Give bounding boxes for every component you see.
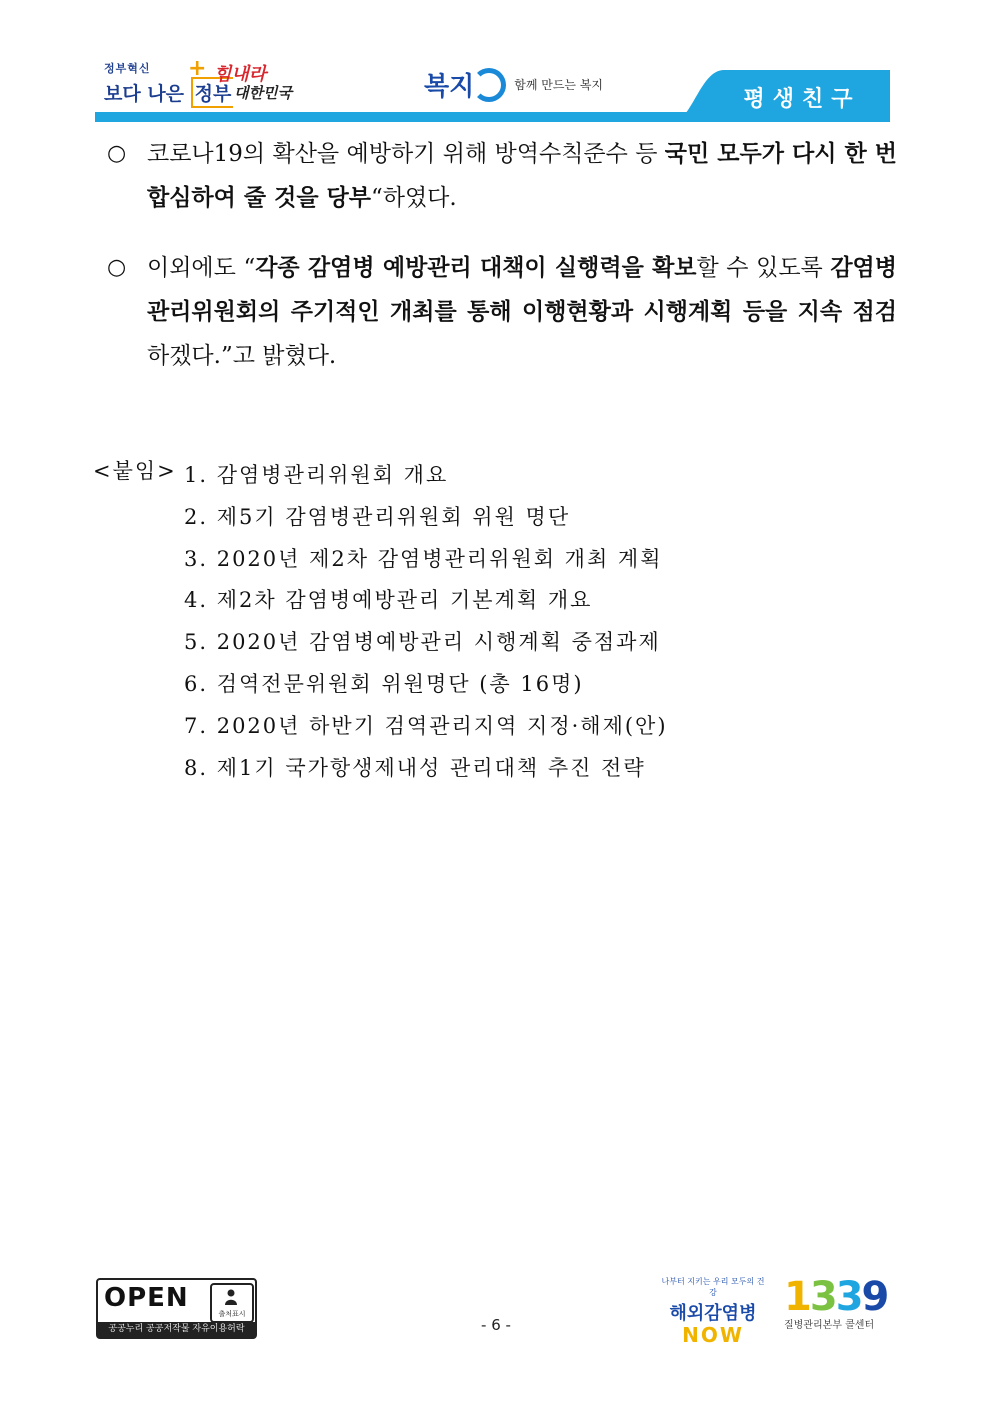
text-run: 이외에도 “ bbox=[147, 255, 256, 281]
bold-text-run: 감염병관리위원회의 주기적인 개최를 통해 이행현황과 시행계획 등을 지속 점검 bbox=[147, 254, 897, 325]
life-friend-tab bbox=[672, 70, 890, 122]
digit: 3 bbox=[835, 1274, 862, 1320]
now-logo-title: 해외감염병 bbox=[669, 1303, 757, 1324]
gov-logo-main-a: 보다 나은 bbox=[104, 83, 191, 105]
attachment-item: 2. 제5기 감염병관리위원회 위원 명단 bbox=[184, 504, 571, 529]
paragraph-2 bbox=[107, 246, 897, 378]
page-number: - 6 - bbox=[481, 1316, 511, 1334]
gov-logo-main-b: 정부 bbox=[191, 77, 234, 108]
circle-bullet-icon: ○ bbox=[107, 255, 127, 280]
text-run: 하겠다.”고 밝혔다. bbox=[147, 343, 337, 369]
call-center-caption: 질병관리본부 콜센터 bbox=[784, 1320, 875, 1331]
digit: 1 bbox=[784, 1274, 810, 1320]
call-center-number bbox=[784, 1274, 904, 1320]
plus-icon: + bbox=[188, 56, 207, 81]
attachment-item: 5. 2020년 감염병예방관리 시행계획 중점과제 bbox=[184, 630, 661, 655]
attachment-item: 1. 감염병관리위원회 개요 bbox=[184, 463, 449, 487]
bokji-ring-icon bbox=[472, 68, 506, 102]
text-run: 코로나19의 확산을 예방하기 위해 방역수칙준수 등 bbox=[147, 141, 665, 167]
open-license-caption: 공공누리 공공저작물 자유이용허락 bbox=[98, 1322, 255, 1337]
bold-text-run: 국민 모두가 다시 한 번 합심하여 줄 것을 당부 bbox=[147, 140, 897, 211]
paragraph-1 bbox=[107, 132, 897, 220]
slogan-line-1: 힘내라 bbox=[214, 64, 267, 85]
person-icon bbox=[224, 1289, 238, 1305]
gov-logo-top-text: 정부혁신 bbox=[104, 62, 151, 75]
bokji-tagline: 함께 만드는 복지 bbox=[514, 78, 604, 92]
bokji-word: 복지 bbox=[424, 72, 475, 102]
attachment-item: 7. 2020년 하반기 검역관리지역 지정·해제(안) bbox=[184, 713, 668, 738]
bokji-logo bbox=[424, 66, 603, 103]
call-center-1339-logo bbox=[784, 1274, 904, 1340]
attachments-list bbox=[184, 455, 668, 789]
open-word: OPEN bbox=[104, 1283, 189, 1313]
attachment-item: 8. 제1기 국가항생제내성 관리대책 추진 전략 bbox=[184, 755, 646, 780]
bold-text-run: 각종 감염병 예방관리 대책이 실행력을 확보 bbox=[255, 254, 697, 281]
overseas-infection-now-logo bbox=[660, 1276, 766, 1347]
attribution-badge bbox=[210, 1283, 254, 1323]
open-license-logo bbox=[96, 1278, 257, 1339]
now-logo-tagline: 나부터 지키는 우리 모두의 건강 bbox=[661, 1277, 765, 1297]
paragraph-1-text bbox=[147, 132, 897, 220]
page-header bbox=[0, 0, 992, 130]
attachment-item: 3. 2020년 제2차 감염병관리위원회 개최 계획 bbox=[184, 546, 663, 571]
digit: 9 bbox=[861, 1274, 888, 1320]
slogan-line-2: 대한민국 bbox=[234, 84, 292, 102]
attribution-badge-label: 출처표시 bbox=[218, 1310, 246, 1318]
attachments-label: <붙임> bbox=[93, 459, 177, 483]
digit: 3 bbox=[809, 1274, 836, 1320]
text-run: “하였다. bbox=[370, 185, 457, 211]
slogan-logo bbox=[214, 60, 298, 108]
attachment-item: 4. 제2차 감염병예방관리 기본계획 개요 bbox=[184, 588, 593, 613]
text-run: 할 수 있도록 bbox=[696, 255, 831, 281]
now-logo-word: NOW bbox=[682, 1323, 744, 1347]
paragraph-2-text bbox=[147, 246, 897, 378]
attachment-item: 6. 검역전문위원회 위원명단 (총 16명) bbox=[184, 671, 584, 696]
life-friend-tab-label: 평생친구 bbox=[743, 87, 861, 112]
circle-bullet-icon: ○ bbox=[107, 141, 127, 166]
